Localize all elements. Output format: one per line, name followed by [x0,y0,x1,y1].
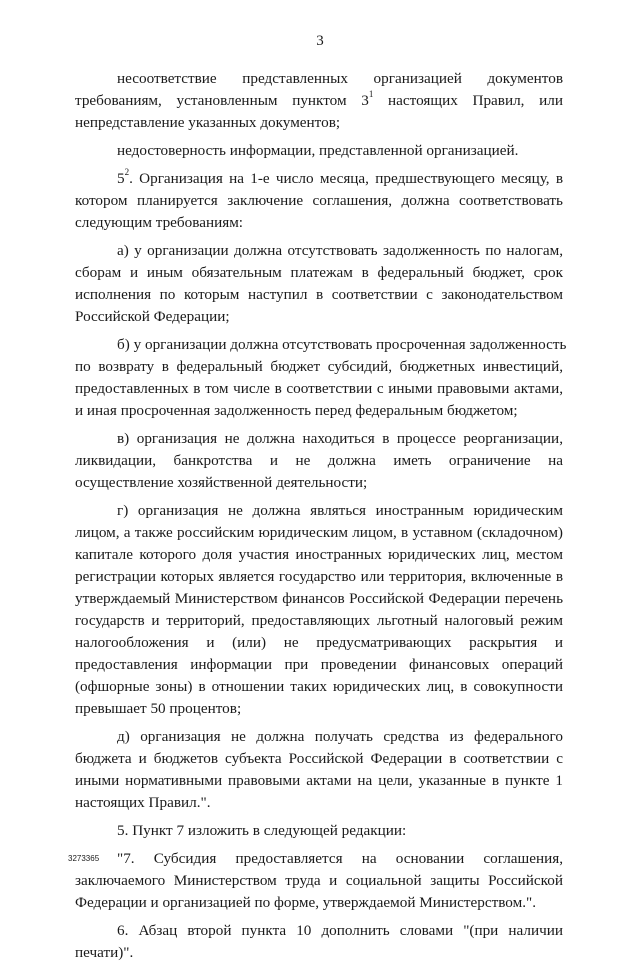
text-line: исполнения по которым наступил в соответствии с законодательством [75,286,563,303]
text-line: осуществление хозяйственной деятельности; [75,474,368,491]
text-line: д) организация не должна получать средства из федерального [117,728,563,745]
text-line: бюджета и бюджетов субъекта Российской Федерации в соответствии с [75,750,563,767]
text-line: в) организация не должна находиться в процессе реорганизации, [117,430,563,447]
text-line: регистрации которых является государство или территория, включенные в [75,568,563,585]
text-line: г) организация не должна являться иностранным юридическим [117,502,563,519]
text-line: $5^2$. Организация на 1-е число месяца, предшествующего месяцу, в [117,166,563,187]
text-line: государств и территорий, предоставляющих льготный налоговый режим [75,612,563,629]
text-line: (офшорные зоны) в отношении таких юридических лиц, в совокупности [75,678,563,695]
text-line: заключаемого Министерством труда и социальной защиты Российской [75,872,563,889]
text-line: предоставленных в том числе в соответствии с иными правовыми актами, [75,380,563,397]
text-line: налогообложения и (или) не предусматривающих раскрытия и [75,634,563,651]
text-line: несоответствие представленных организацией документов [117,70,563,87]
text-line: капитале которого доля участия иностранных юридических лиц, местом [75,546,563,563]
text-line: иными нормативными правовыми актами на цели, указанные в пункте 1 [75,772,563,789]
text-line: предоставления информации при проведении финансовых операций [75,656,563,673]
text-line: а) у организации должна отсутствовать задолженность по налогам, [117,242,563,259]
text-line: 5. Пункт 7 изложить в следующей редакции: [117,822,407,839]
text-line: превышает 50 процентов; [75,700,242,717]
text-line: котором планируется заключение соглашения, должна соответствовать [75,192,563,209]
text-line: по возврату в федеральный бюджет субсидий, бюджетных инвестиций, [75,358,563,375]
text-line: и иная просроченная задолженность перед федеральным бюджетом; [75,402,518,419]
document-body [75,68,567,964]
text-line: сборам и иным обязательным платежам в федеральный бюджет, срок [75,264,563,281]
text-line: б) у организации должна отсутствовать просроченная задолженность [117,336,567,353]
text-line: непредставление указанных документов; [75,114,341,131]
text-line: следующим требованиям: [75,214,244,231]
text-line: печати)". [75,944,134,961]
text-line: 6. Абзац второй пункта 10 дополнить словами "(при наличии [117,922,563,939]
text-line: Федерации и организацией по форме, утверждаемой Министерством.". [75,894,537,911]
text-line: требованиям, установленным пунктом $3^1$ настоящих Правил, или [75,88,563,109]
text-line: "7. Субсидия предоставляется на основании соглашения, [117,850,563,867]
text-line: ликвидации, банкротства и не должна иметь ограничение на [75,452,563,469]
page-number: 3 [316,33,324,49]
text-line: недостоверность информации, представленной организацией. [117,142,519,159]
text-line: лицом, а также российским юридическим лицом, в уставном (складочном) [75,524,563,541]
text-line: Российской Федерации; [75,308,230,325]
document-id: 3273365 [68,854,100,863]
text-line: настоящих Правил.". [75,794,211,811]
text-line: утверждаемый Министерством финансов Российской Федерации перечень [75,590,563,607]
